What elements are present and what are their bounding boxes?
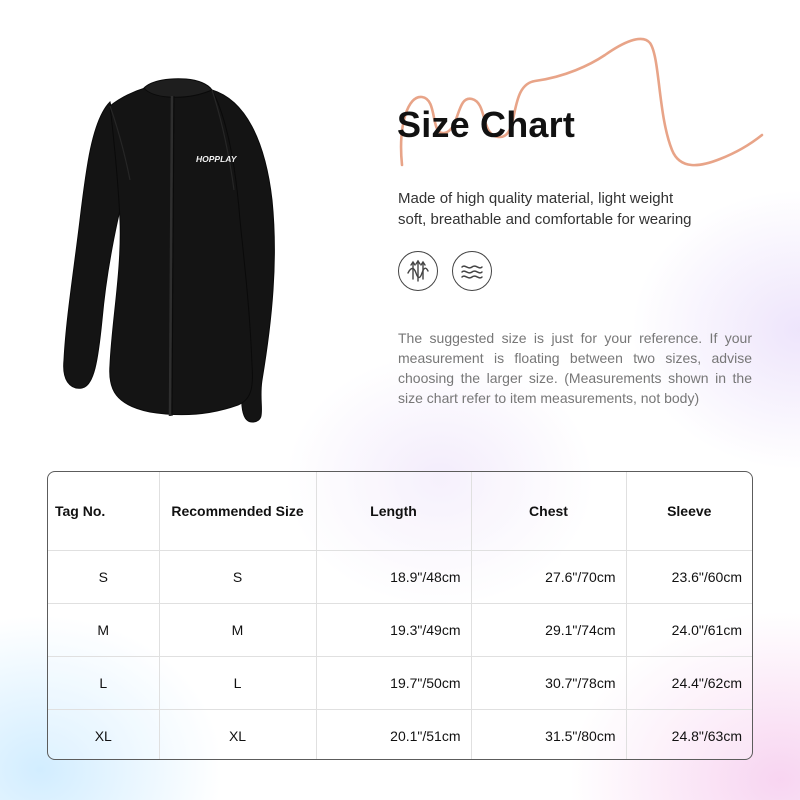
cell-chest: 30.7"/78cm — [471, 657, 626, 710]
feature-icons — [398, 251, 492, 291]
header-recommended-size: Recommended Size — [159, 472, 316, 551]
page-title: Size Chart — [397, 104, 576, 145]
cell-tag: S — [48, 551, 159, 604]
cell-tag: L — [48, 657, 159, 710]
sizing-note: The suggested size is just for your reference. If your measurement is floating between two sizes, advise choosing the larger size. (Measurements shown in the size chart refer to item measurements, not body) — [398, 330, 752, 406]
table-row — [48, 604, 752, 657]
cell-size: L — [159, 657, 316, 710]
cell-chest: 27.6"/70cm — [471, 551, 626, 604]
cell-sleeve: 24.0"/61cm — [626, 604, 752, 657]
cell-length: 18.9"/48cm — [316, 551, 471, 604]
cell-chest: 29.1"/74cm — [471, 604, 626, 657]
brand-logo: HOPPLAY — [196, 154, 237, 164]
cell-size: XL — [159, 710, 316, 761]
cell-sleeve: 24.8"/63cm — [671, 728, 742, 744]
size-chart-table — [47, 471, 753, 760]
cell-sleeve: 23.6"/60cm — [626, 551, 752, 604]
header-tag-no: Tag No. — [48, 472, 159, 551]
header-length: Length — [316, 472, 471, 551]
breathable-fabric-icon — [398, 251, 438, 291]
water-wave-icon — [452, 251, 492, 291]
description-line-2: soft, breathable and comfortable for wearing — [398, 211, 692, 228]
cell-sleeve: 24.4"/62cm — [626, 657, 752, 710]
cell-length: 19.3"/49cm — [316, 604, 471, 657]
table-row — [48, 657, 752, 710]
product-image — [40, 60, 340, 440]
product-description — [398, 188, 738, 230]
swoosh-line-icon — [390, 25, 770, 175]
cell-tag: XL — [48, 710, 159, 761]
cell-length: 19.7"/50cm — [316, 657, 471, 710]
header-chest: Chest — [471, 472, 626, 551]
table-row — [48, 551, 752, 604]
header-sleeve: Sleeve — [626, 472, 752, 551]
cell-chest: 31.5"/80cm — [471, 710, 626, 761]
description-line-1: Made of high quality material, light weight — [398, 190, 674, 207]
cell-tag: M — [48, 604, 159, 657]
cell-length: 20.1"/51cm — [316, 710, 471, 761]
table-header-row — [48, 472, 752, 551]
cell-size: M — [159, 604, 316, 657]
table-row — [48, 710, 752, 761]
cell-size: S — [159, 551, 316, 604]
